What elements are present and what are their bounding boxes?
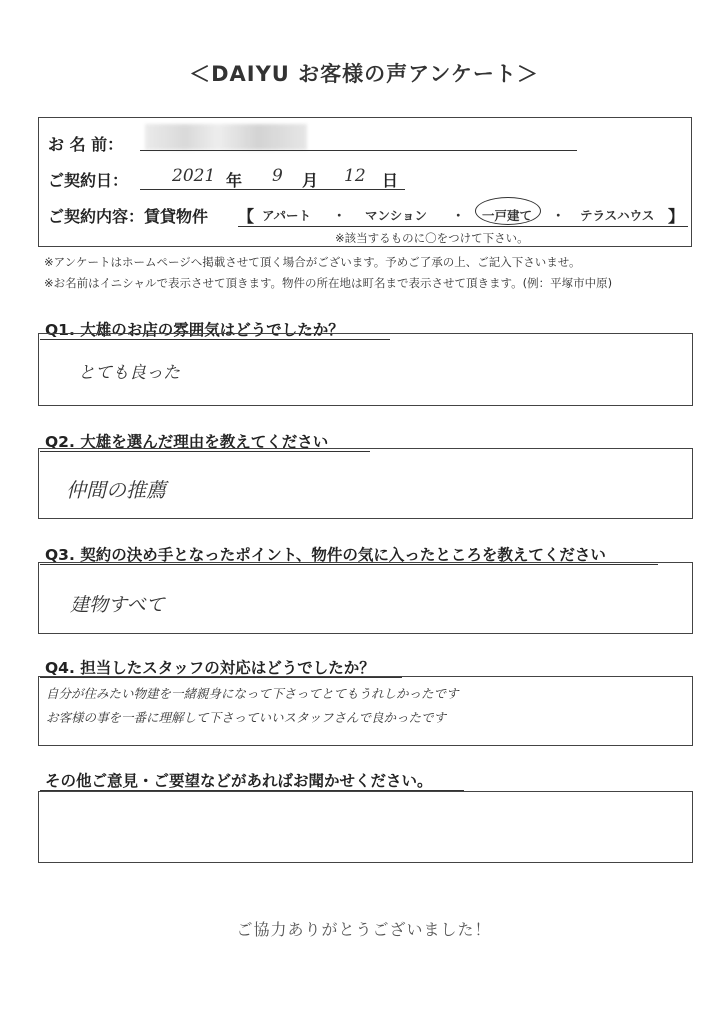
option-separator: ・ bbox=[333, 208, 346, 223]
date-label: ご契約日： bbox=[48, 171, 129, 190]
date-underline bbox=[140, 189, 405, 190]
date-year-value: 2021 bbox=[172, 166, 216, 186]
option-apartment: アパート bbox=[262, 208, 312, 223]
answer-2-text: 仲間の推薦 bbox=[66, 478, 166, 502]
option-separator: ・ bbox=[452, 208, 465, 223]
notice-publication: ※アンケートはホームページへ掲載させて頂く場合がございます。予めご了承の上、ご記入下さいませ。 bbox=[44, 255, 581, 269]
option-house: 一戸建て bbox=[482, 208, 533, 223]
answer-4-line-1: 自分が住みたい物建を一緒親身になって下さってとてもうれしかったです bbox=[46, 686, 459, 701]
notice-initials: ※お名前はイニシャルで表示させて頂きます。物件の所在地は町名まで表示させて頂きます。(例：平塚市中原) bbox=[44, 276, 613, 290]
question-3-label: Q3. 契約の決め手となったポイント、物件の気に入ったところを教えてください bbox=[45, 546, 606, 564]
answer-3-text: 建物すべて bbox=[70, 594, 165, 616]
selected-option-circle bbox=[475, 197, 541, 225]
contract-type-label: ご契約内容：賃貸物件 bbox=[48, 207, 209, 226]
option-terrace: テラスハウス bbox=[580, 208, 655, 223]
answer-4-line-2: お客様の事を一番に理解して下さっていいスタッフさんで良かったです bbox=[46, 710, 447, 725]
bracket-close: 】 bbox=[668, 207, 685, 226]
date-month-unit: 月 bbox=[302, 171, 319, 190]
bracket-open: 【 bbox=[238, 207, 255, 226]
thanks-message: ご協力ありがとうございました！ bbox=[236, 920, 492, 939]
date-year-unit: 年 bbox=[226, 171, 243, 190]
type-underline bbox=[238, 226, 688, 227]
question-4-label: Q4. 担当したスタッフの対応はどうでしたか？ bbox=[45, 659, 375, 677]
name-underline bbox=[140, 150, 577, 151]
question-2-label: Q2. 大雄を選んだ理由を教えてください bbox=[45, 433, 329, 451]
redacted-name bbox=[145, 124, 307, 150]
answer-1-text: とても良った bbox=[78, 363, 180, 383]
other-comments-box bbox=[38, 791, 693, 863]
select-note: ※該当するものに〇をつけて下さい。 bbox=[335, 231, 529, 245]
date-day-unit: 日 bbox=[382, 171, 399, 190]
option-separator: ・ bbox=[552, 208, 565, 223]
option-mansion: マンション bbox=[365, 208, 427, 223]
other-comments-label: その他ご意見・ご要望などがあればお聞かせください。 bbox=[45, 772, 433, 790]
page-title: ＜DAIYU お客様の声アンケート＞ bbox=[189, 62, 539, 86]
date-day-value: 12 bbox=[344, 166, 366, 186]
date-month-value: 9 bbox=[272, 166, 283, 186]
name-label: お 名 前： bbox=[48, 135, 124, 154]
question-1-label: Q1. 大雄のお店の雰囲気はどうでしたか？ bbox=[45, 321, 344, 339]
